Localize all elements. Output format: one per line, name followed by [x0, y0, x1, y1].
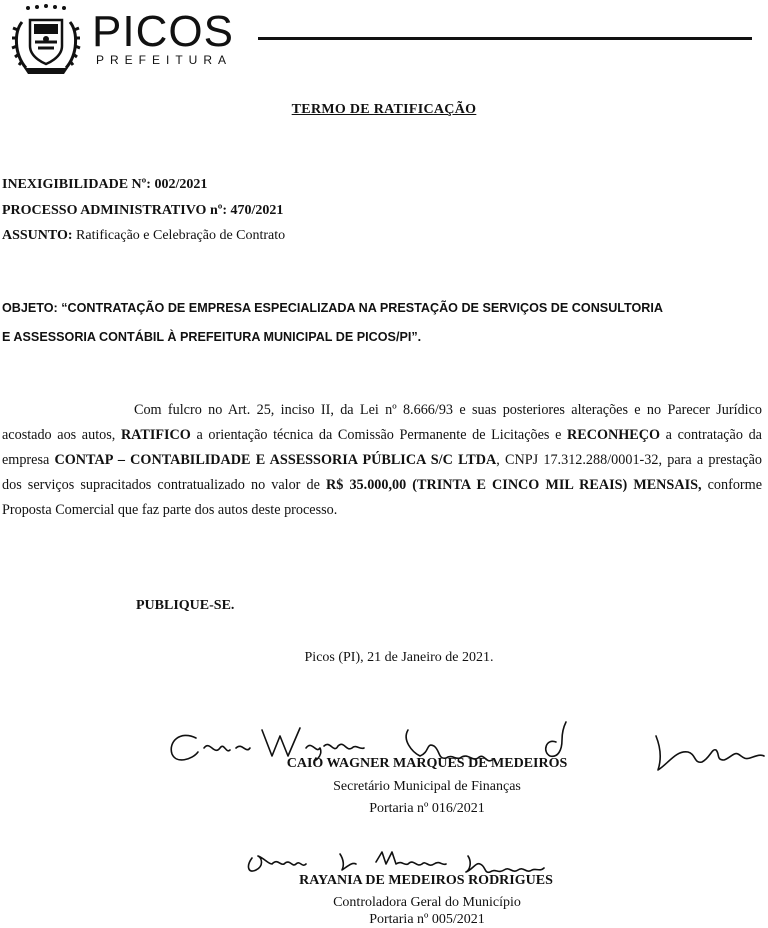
brand-subtitle: PREFEITURA	[96, 53, 233, 67]
paragraph-text: Com fulcro no Art. 25, inciso II, da Lei nº 8.666/93 e suas posteriores alterações e no Parecer Jurídico acostado aos autos,	[2, 402, 762, 443]
paragraph-text: a contratação da empresa	[2, 427, 762, 468]
paragraph-bold: CONTAP – CONTABILIDADE E ASSESSORIA PÚBLICA S/C LTDA	[54, 452, 497, 468]
brand-name: PICOS	[92, 7, 234, 56]
meta-label: INEXIGIBILIDADE Nº:	[2, 177, 151, 192]
meta-value: 002/2021	[150, 177, 208, 192]
signatory-portaria: Portaria nº 005/2021	[369, 912, 485, 927]
objeto-line: OBJETO: “CONTRATAÇÃO DE EMPRESA ESPECIALIZADA NA PRESTAÇÃO DE SERVIÇOS DE CONSULTORIA	[2, 301, 663, 315]
meta-label: PROCESSO ADMINISTRATIVO nº:	[2, 203, 228, 218]
signatory-role: Controladora Geral do Município	[333, 895, 521, 910]
meta-line-inexigibilidade	[2, 177, 207, 193]
signature-stroke	[204, 746, 250, 751]
signature-stroke	[546, 722, 566, 756]
signatory-name: RAYANIA DE MEDEIROS RODRIGUES	[299, 873, 553, 888]
signatory-name: CAIO WAGNER MARQUES DE MEDEIROS	[286, 756, 568, 771]
meta-line-assunto	[2, 228, 285, 244]
paragraph-bold: R$ 35.000,00 (TRINTA E CINCO MIL REAIS) MENSAIS,	[326, 477, 702, 493]
ratification-paragraph	[2, 398, 762, 523]
signature-stroke	[466, 856, 544, 872]
header-rule	[258, 37, 752, 40]
signature-stroke	[249, 856, 306, 871]
paragraph-text: , CNPJ 17.312.288/0001-32, para a prestação dos serviços supracitados contratualizado no valor de	[2, 452, 762, 493]
meta-value: 470/2021	[227, 203, 284, 218]
signature-stroke	[376, 852, 446, 865]
paragraph-text: a orientação técnica da Comissão Permanente de Licitações e	[190, 427, 567, 443]
paragraph-text: conforme Proposta Comercial que faz parte dos autos deste processo.	[2, 477, 762, 518]
signature-stroke	[262, 728, 300, 756]
signatory-role: Secretário Municipal de Finanças	[333, 779, 521, 794]
document-title: TERMO DE RATIFICAÇÃO	[291, 102, 477, 117]
paragraph-bold: RECONHEÇO	[567, 427, 661, 443]
municipal-crest-icon	[8, 2, 84, 78]
signatory-portaria: Portaria nº 016/2021	[369, 801, 485, 816]
paragraph-bold: RATIFICO	[120, 427, 191, 443]
document-date: Picos (PI), 21 de Janeiro de 2021.	[304, 650, 494, 665]
meta-line-processo	[2, 203, 283, 219]
objeto-block	[2, 294, 762, 352]
publique-se: PUBLIQUE-SE.	[136, 598, 235, 613]
meta-value: Ratificação e Celebração de Contrato	[72, 228, 286, 243]
objeto-line: E ASSESSORIA CONTÁBIL À PREFEITURA MUNICIPAL DE PICOS/PI”.	[2, 330, 422, 344]
signature-stroke	[340, 854, 356, 870]
meta-label: ASSUNTO:	[2, 228, 73, 243]
